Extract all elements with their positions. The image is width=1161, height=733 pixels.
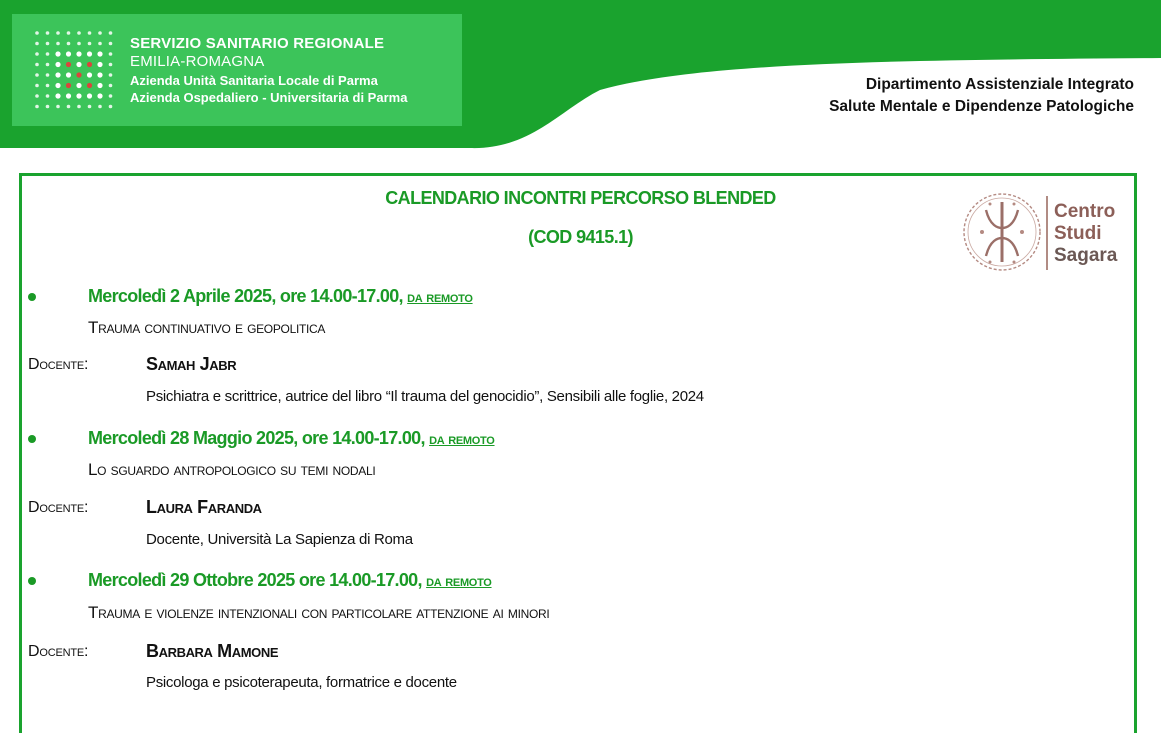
document-code: (COD 9415.1) — [528, 227, 633, 247]
partner-logo-divider — [1046, 196, 1048, 270]
partner-logo-line-3: Sagara — [1054, 245, 1118, 266]
department-line-1: Dipartimento Assistenziale Integrato — [865, 76, 1134, 93]
event-date-text: Mercoledì 29 Ottobre 2025 ore 14.00-17.00, — [88, 570, 422, 590]
event-date — [88, 570, 492, 591]
event-date — [88, 286, 473, 307]
logo-line-4: Azienda Ospedaliero - Universitaria di Parma — [130, 90, 408, 105]
department-name — [829, 74, 1134, 118]
logo-line-1: SERVIZIO SANITARIO REGIONALE — [130, 35, 385, 52]
logo-line-3: Azienda Unità Sanitaria Locale di Parma — [130, 73, 378, 88]
event-date — [88, 428, 495, 449]
teacher-label: Docente: — [28, 356, 89, 373]
event-mode: da remoto — [407, 289, 473, 306]
ssr-logo — [12, 14, 462, 126]
page-header — [0, 0, 1161, 150]
partner-logo-line-2: Studi — [1054, 223, 1102, 244]
document-title: CALENDARIO INCONTRI PERCORSO BLENDED — [385, 188, 776, 208]
event-date-text: Mercoledì 2 Aprile 2025, ore 14.00-17.00, — [88, 286, 403, 306]
teacher-description: Docente, Università La Sapienza di Roma — [146, 531, 413, 548]
partner-logo-text — [1054, 201, 1117, 267]
ssr-logo-dots-icon — [32, 28, 118, 112]
teacher-label: Docente: — [28, 499, 89, 516]
teacher-name: Samah Jabr — [146, 354, 237, 374]
centro-studi-sagara-logo-icon — [960, 190, 1044, 274]
teacher-label: Docente: — [28, 643, 89, 660]
logo-line-2: EMILIA-ROMAGNA — [130, 53, 265, 70]
event-topic: Lo sguardo antropologico su temi nodali — [88, 460, 376, 479]
event-bullet — [28, 577, 36, 585]
event-date-text: Mercoledì 28 Maggio 2025, ore 14.00-17.00, — [88, 428, 425, 448]
event-topic: Trauma e violenze intenzionali con particolare attenzione ai minori — [88, 603, 550, 622]
teacher-description: Psichiatra e scrittrice, autrice del libro “Il trauma del genocidio”, Sensibili alle foglie, 2024 — [146, 388, 704, 405]
teacher-name: Laura Faranda — [146, 497, 262, 517]
event-bullet — [28, 293, 36, 301]
event-bullet — [28, 435, 36, 443]
event-mode: da remoto — [429, 431, 495, 448]
partner-logo-line-1: Centro — [1054, 201, 1116, 222]
teacher-name: Barbara Mamone — [146, 641, 279, 661]
event-topic: Trauma continuativo e geopolitica — [88, 318, 326, 337]
teacher-description: Psicologa e psicoterapeuta, formatrice e docente — [146, 674, 457, 691]
event-mode: da remoto — [426, 573, 492, 590]
department-line-2: Salute Mentale e Dipendenze Patologiche — [829, 98, 1134, 115]
